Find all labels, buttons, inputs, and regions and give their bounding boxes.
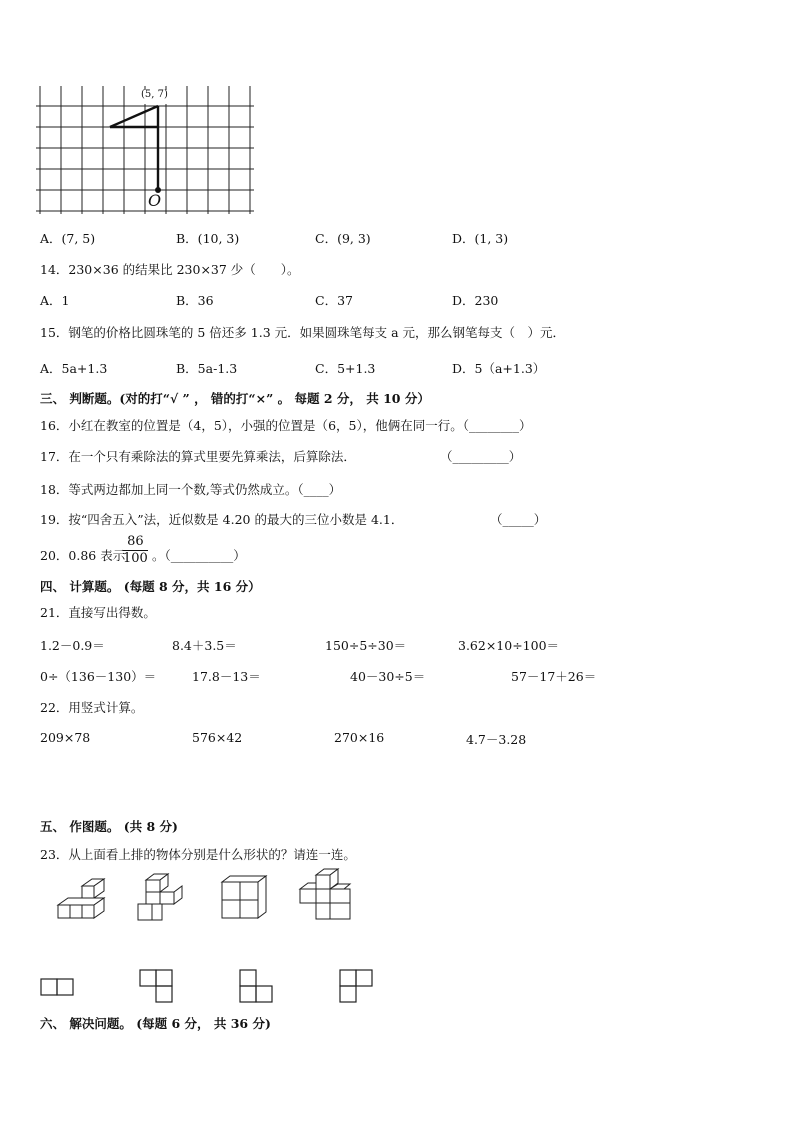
cube-figure-4: [298, 867, 354, 923]
q23-text: 23．从上面看上排的物体分别是什么形状的？请连一连。: [40, 847, 356, 862]
q21-item: 0÷（136－130）＝: [40, 669, 157, 684]
q21-text: 21．直接写出得数。: [40, 605, 156, 620]
q15-text: 15．钢笔的价格比圆珠笔的 5 倍还多 1.3 元．如果圆珠笔每支 a 元，那么钢笔每支（ ）元．: [40, 325, 566, 340]
q13-option-a[interactable]: A．(7, 5): [40, 231, 96, 246]
q21-item: 17.8－13＝: [192, 669, 261, 684]
cube-figure-3: [220, 874, 268, 922]
q13-option-d[interactable]: D．(1, 3): [452, 231, 509, 246]
q22-item: 4.7－3.28: [466, 732, 527, 747]
q22-text: 22．用竖式计算。: [40, 700, 144, 715]
q21-item: 3.62×10÷100＝: [458, 638, 560, 653]
q21-item: 8.4＋3.5＝: [172, 638, 237, 653]
q14-option-b[interactable]: B．36: [176, 293, 214, 308]
section5-heading: 五、 作图题。 (共 8 分): [40, 819, 178, 834]
q15-option-d[interactable]: D．5（a+1.3）: [452, 361, 546, 376]
q14-option-d[interactable]: D．230: [452, 293, 499, 308]
q21-item: 1.2－0.9＝: [40, 638, 105, 653]
q22-item: 270×16: [334, 730, 385, 745]
q20-fraction: [123, 534, 148, 567]
q22-item: 209×78: [40, 730, 91, 745]
q22-item: 576×42: [192, 730, 243, 745]
top-view-shape-3: [238, 968, 276, 1006]
q14-option-a[interactable]: A．1: [40, 293, 70, 308]
fraction-denominator: 100: [123, 551, 148, 566]
q14-option-c[interactable]: C．37: [315, 293, 353, 308]
grid-lines: [36, 86, 254, 214]
q17-answer-blank[interactable]: （_________）: [440, 449, 522, 464]
q13-option-c[interactable]: C．(9, 3): [315, 231, 371, 246]
q15-option-b[interactable]: B．5a-1.3: [176, 361, 238, 376]
top-view-shape-2: [138, 968, 176, 1006]
q19-text: 19．按“四舍五入”法，近似数是 4.20 的最大的三位小数是 4.1．: [40, 512, 404, 527]
origin-label: O: [148, 191, 162, 210]
section6-heading: 六、 解决问题。 (每题 6 分， 共 36 分): [40, 1016, 271, 1031]
q20-prefix: 20．0.86 表示: [40, 548, 126, 563]
top-view-shape-4: [338, 968, 376, 1006]
q15-option-c[interactable]: C．5+1.3: [315, 361, 376, 376]
fraction-numerator: 86: [123, 534, 148, 551]
cube-figure-1: [56, 878, 108, 924]
top-view-shape-1: [40, 978, 76, 998]
q14-text: 14．230×36 的结果比 230×37 少（ ）。: [40, 262, 300, 277]
section3-heading: 三、 判断题。(对的打“√ ” ， 错的打“×” 。 每题 2 分， 共 10 分）: [40, 391, 430, 406]
q21-item: 40－30÷5＝: [350, 669, 426, 684]
section4-heading: 四、 计算题。 (每题 8 分，共 16 分）: [40, 579, 261, 594]
q19-answer-blank[interactable]: （_____）: [490, 512, 547, 527]
q21-item: 150÷5÷30＝: [325, 638, 407, 653]
q21-item: 57－17＋26＝: [511, 669, 597, 684]
q16-text: 16．小红在教室的位置是（4，5），小强的位置是（6，5），他俩在同一行。（________）: [40, 418, 532, 433]
q15-option-a[interactable]: A．5a+1.3: [40, 361, 108, 376]
q13-option-b[interactable]: B．(10, 3): [176, 231, 240, 246]
q18-text: 18．等式两边都加上同一个数,等式仍然成立。（____）: [40, 482, 342, 497]
point-label: (5, 7): [141, 89, 168, 100]
q20-suffix: 。（__________）: [152, 548, 246, 563]
q17-text: 17．在一个只有乘除法的算式里要先算乘法，后算除法．: [40, 449, 356, 464]
cube-figure-2: [136, 872, 188, 924]
